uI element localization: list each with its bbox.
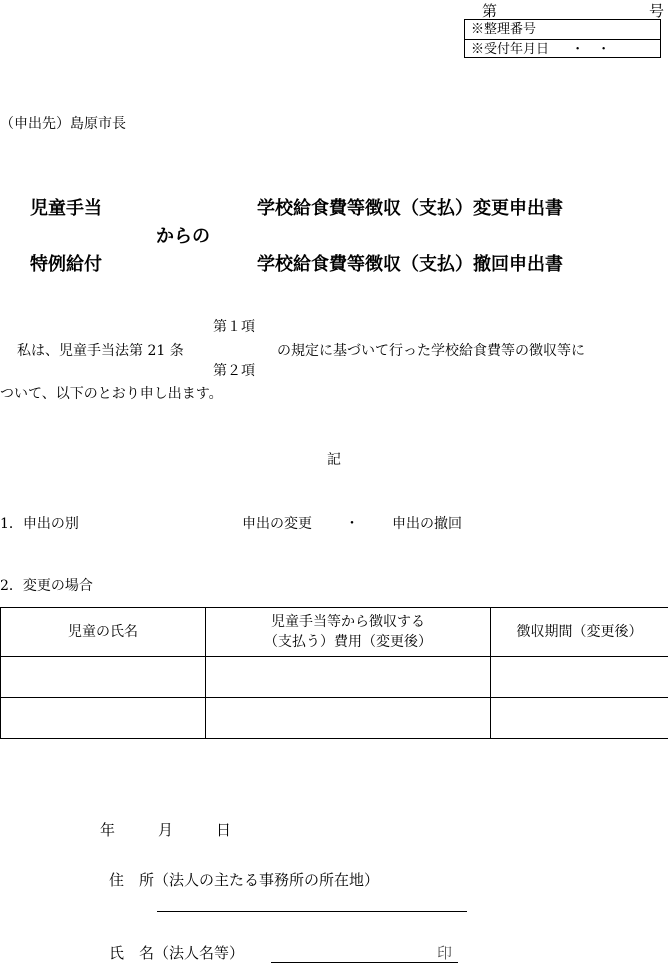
table-row [1, 698, 668, 739]
option-withdraw: 申出の撤回 [392, 516, 462, 532]
title-left-top: 児童手当 [30, 198, 102, 219]
date-year: 年 [100, 821, 116, 839]
table-row [1, 657, 668, 698]
change-table [0, 607, 668, 739]
date-month: 月 [158, 821, 174, 839]
seal-mark: 印 [437, 944, 453, 962]
received-date-dots: ・ ・ [571, 42, 611, 57]
header-child-name: 児童の氏名 [1, 608, 206, 657]
registration-box [464, 19, 661, 58]
cell-period[interactable] [491, 657, 668, 698]
body-line2: ついて、以下のとおり申し出ます。 [0, 386, 223, 402]
addressee: （申出先）島原市長 [0, 116, 126, 132]
name-label: 氏 名（法人名等） [109, 944, 245, 962]
table-header-row [1, 608, 668, 657]
title-right-top: 学校給食費等徴収（支払）変更申出書 [257, 198, 563, 219]
address-label: 住 所（法人の主たる事務所の所在地） [109, 871, 380, 889]
option-change: 申出の変更 [242, 516, 312, 532]
header-go: 号 [649, 2, 665, 20]
header-period: 徴収期間（変更後） [491, 608, 668, 657]
received-date-label: ※受付年月日 [471, 42, 550, 57]
cell-child-name[interactable] [1, 657, 206, 698]
cell-period[interactable] [491, 698, 668, 739]
title-middle: からの [156, 226, 210, 247]
ki-heading: 記 [327, 452, 341, 468]
body-line1-prefix: 私は、児童手当法第 21 条 [17, 343, 184, 359]
registration-number-label: ※整理番号 [471, 22, 537, 37]
cell-fee[interactable] [206, 698, 491, 739]
header-fee [206, 608, 491, 657]
registration-number-row [465, 20, 660, 39]
received-date-row [465, 39, 660, 58]
body-line1-suffix: の規定に基づいて行った学校給食費等の徴収等に [277, 343, 585, 359]
address-underline[interactable] [157, 911, 467, 912]
option-separator: ・ [345, 516, 359, 532]
section2-label: 2．変更の場合 [0, 578, 93, 594]
cell-fee[interactable] [206, 657, 491, 698]
header-dai: 第 [482, 2, 498, 20]
title-right-bottom: 学校給食費等徴収（支払）撤回申出書 [257, 254, 563, 275]
header-fee-line1: 児童手当等から徴収する [271, 614, 425, 630]
section1-label: 1．申出の別 [0, 516, 79, 532]
clause-top: 第１項 [213, 319, 255, 335]
cell-child-name[interactable] [1, 698, 206, 739]
title-left-bottom: 特例給付 [30, 254, 102, 275]
date-day: 日 [216, 821, 232, 839]
header-fee-line2: （支払う）費用（変更後） [264, 634, 432, 650]
clause-bottom: 第２項 [213, 363, 255, 379]
